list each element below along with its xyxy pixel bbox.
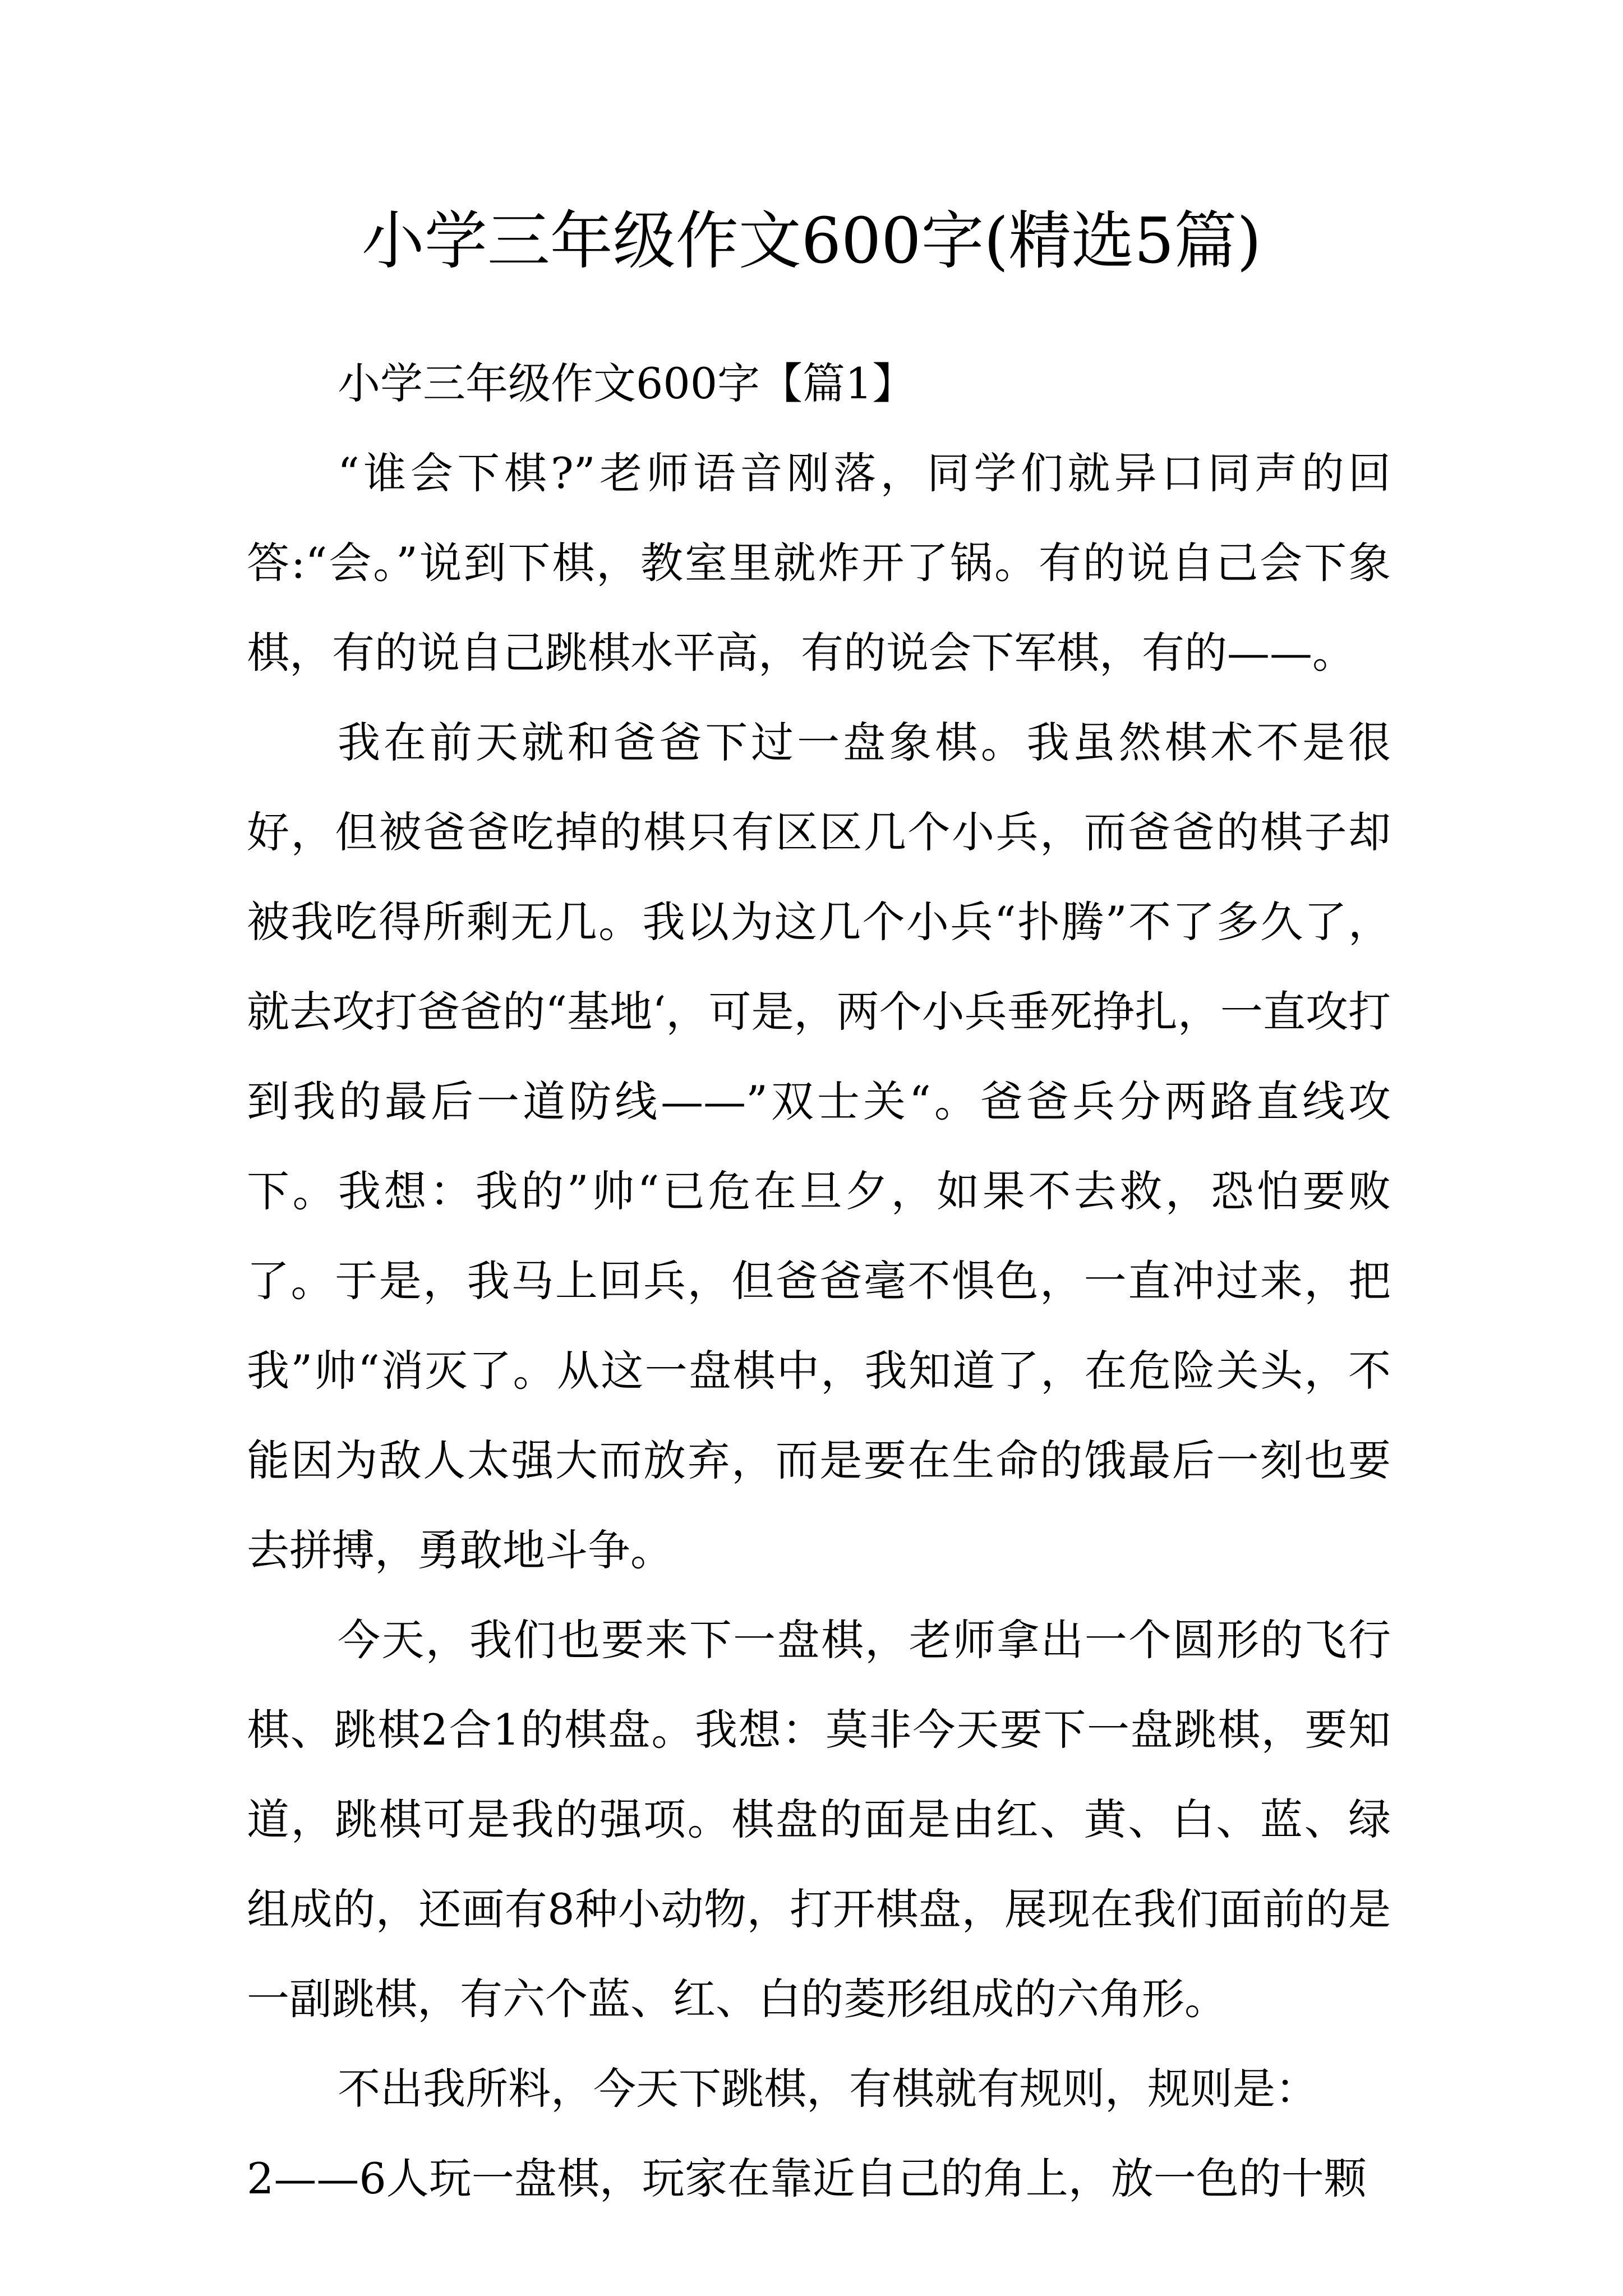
document-title: 小学三年级作文600字(精选5篇) — [361, 205, 1262, 278]
paragraph-question: “谁会下棋?”老师语音刚落，同学们就异口同声的回答:“会。”说到下棋，教室里就炸开了锅。有的说自己会下象棋，有的说自己跳棋水平高，有的说会下军棋，有的——。 — [247, 448, 1391, 678]
paragraph-chessboard: 今天，我们也要来下一盘棋，老师拿出一个圆形的飞行棋、跳棋2合1的棋盘。我想：莫非今天要下一盘跳棋，要知道，跳棋可是我的强项。棋盘的面是由红、黄、白、蓝、绿组成的，还画有8种小动物，打开棋盘，展现在我们面前的是一副跳棋，有六个蓝、红、白的菱形组成的六角形。 — [247, 1615, 1391, 2024]
paragraph-rules-intro: 不出我所料，今天下跳棋，有棋就有规则，规则是： — [338, 2064, 1318, 2114]
paragraph-rules-detail: 2——6人玩一盘棋，玩家在靠近自己的角上，放一色的十颗 — [247, 2154, 1367, 2203]
document-body — [247, 339, 1391, 2224]
paragraph-chess-with-father: 我在前天就和爸爸下过一盘象棋。我虽然棋术不是很好，但被爸爸吃掉的棋只有区区几个小兵，而爸爸的棋子却被我吃得所剩无几。我以为这几个小兵“扑腾”不了多久了，就去攻打爸爸的“基地‘，可是，两个小兵垂死挣扎，一直攻打到我的最后一道防线——”双士关“。爸爸兵分两路直线攻下。我想：我的”帅“已危在旦夕，如果不去救，恐怕要败了。于是，我马上回兵，但爸爸毫不惧色，一直冲过来，把我”帅“消灭了。从这一盘棋中，我知道了，在危险关头，不能因为敌人太强大而放弃，而是要在生命的饿最后一刻也要去拼搏，勇敢地斗争。 — [247, 717, 1391, 1575]
section-heading: 小学三年级作文600字【篇1】 — [338, 358, 915, 408]
